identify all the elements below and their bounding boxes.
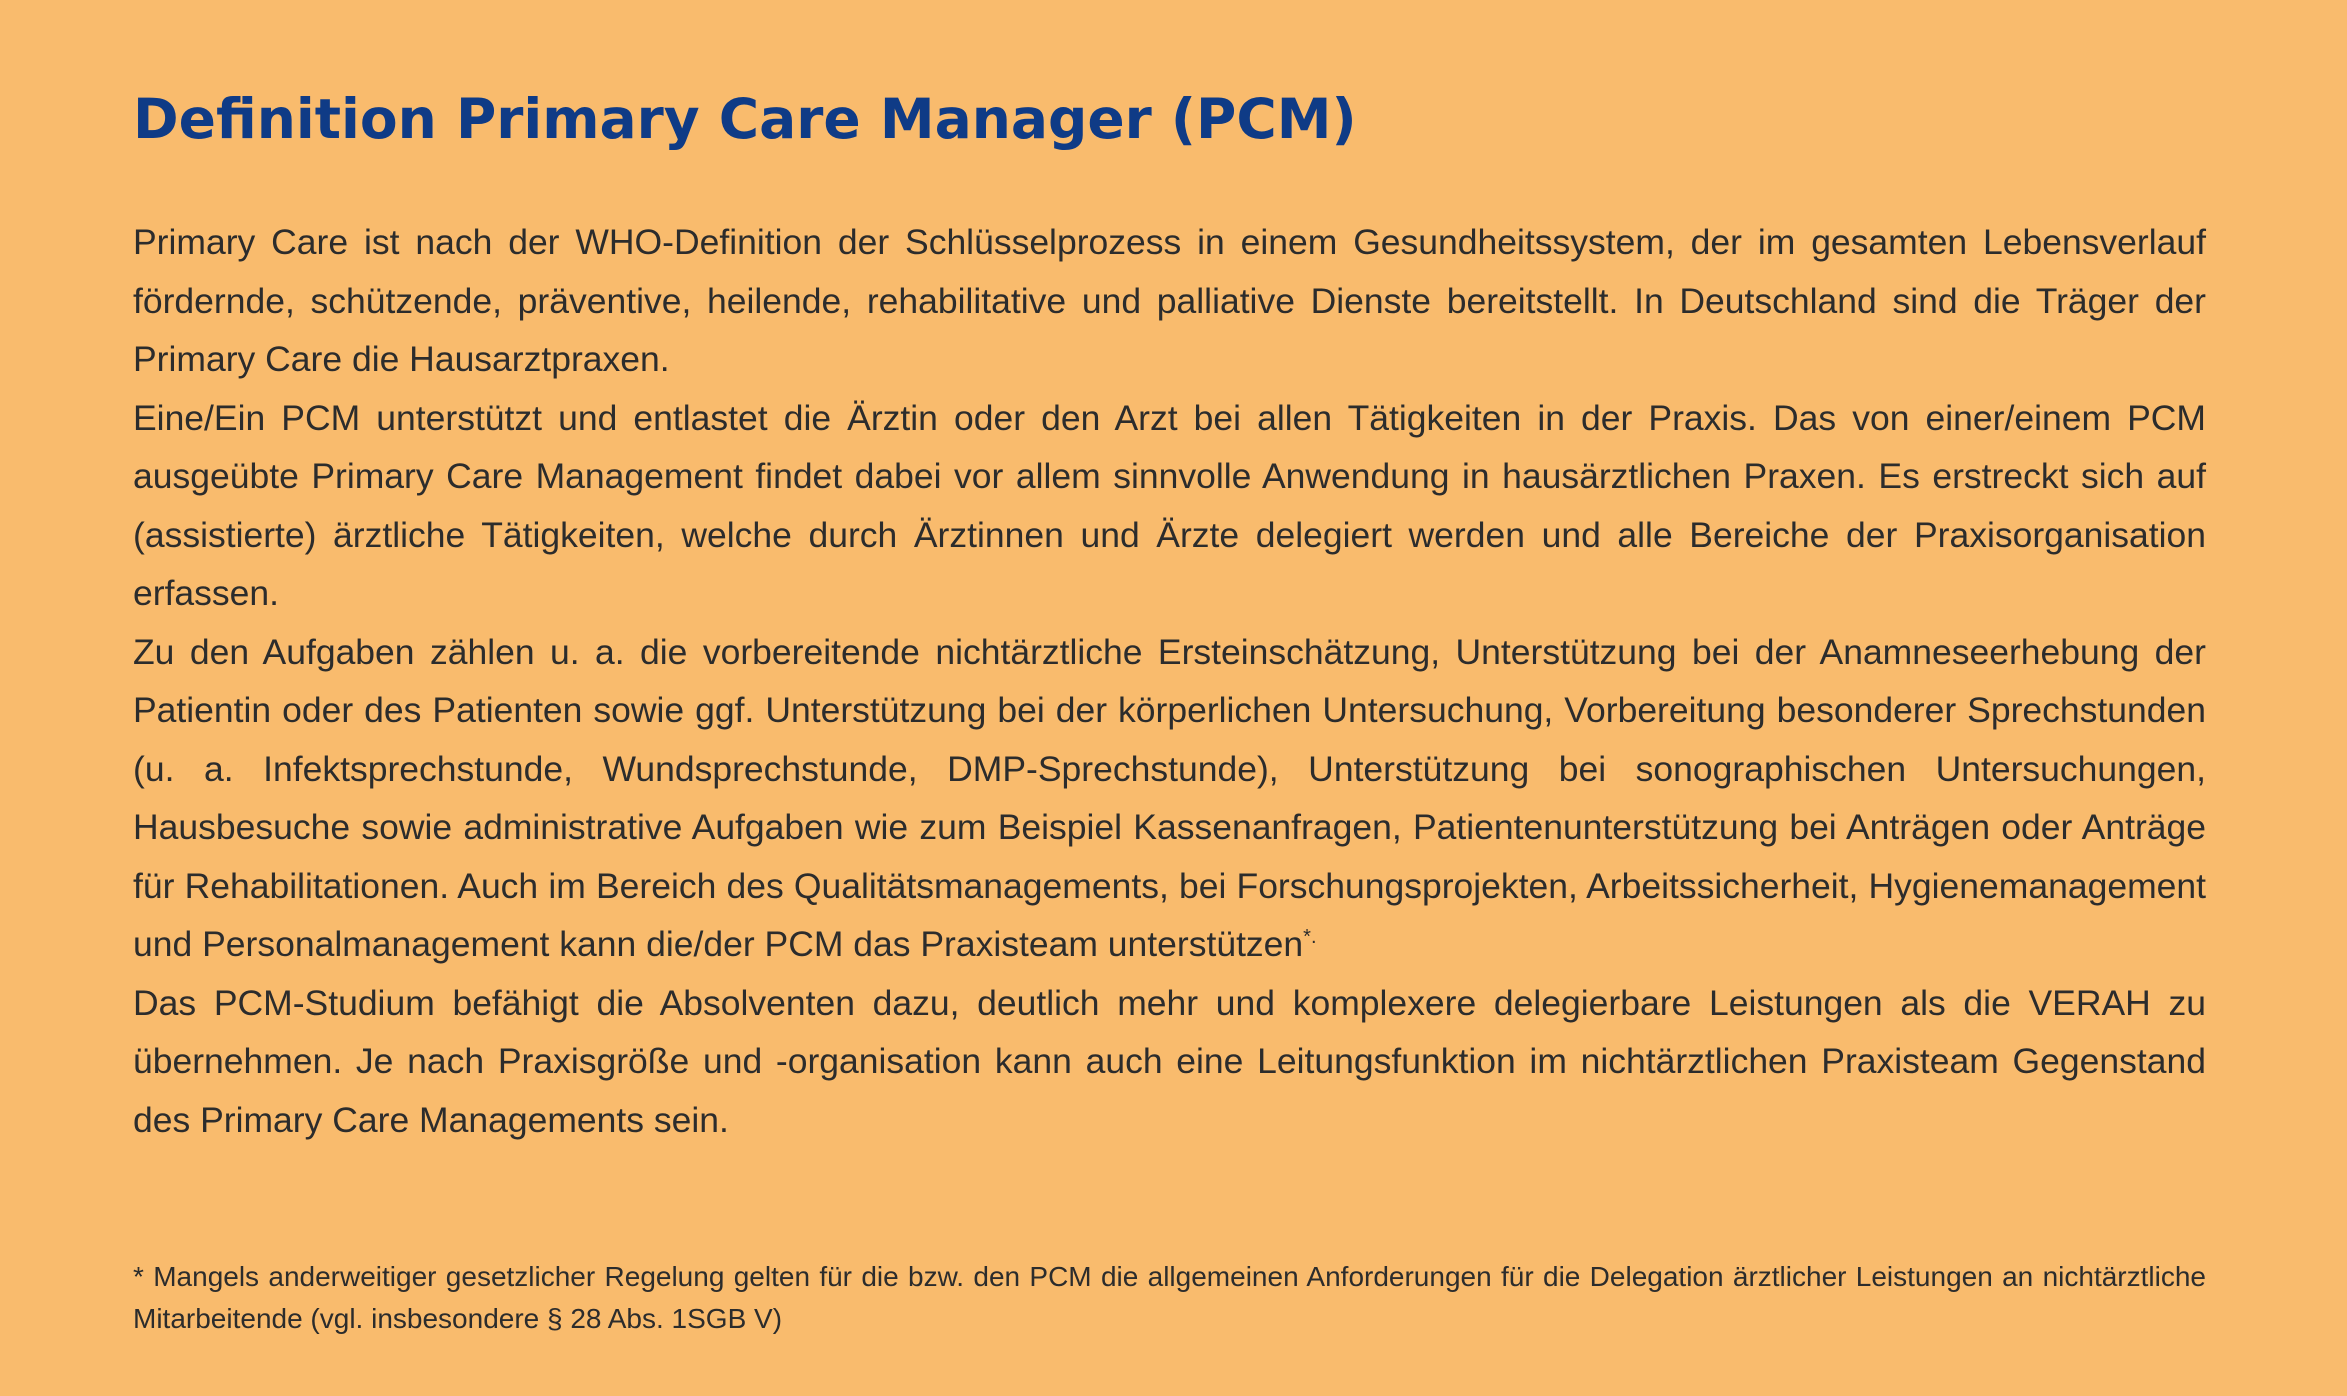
page-title: Definition Primary Care Manager (PCM) <box>133 87 1357 151</box>
paragraph-who-definition: Primary Care ist nach der WHO-Definition der Schlüsselprozess in einem Gesundheitssystem, der im gesamten Lebensverlauf fördernde, schützende, präventive, heilende, rehabilitative und palliative Dienste bereitstellt. In Deutschland sind die Träger der Primary Care die Hausarztpraxen. <box>133 222 2206 379</box>
paragraph-pcm-role: Eine/Ein PCM unterstützt und entlastet die Ärztin oder den Arzt bei allen Tätigkeiten in der Praxis. Das von einer/einem PCM ausgeübte Primary Care Management findet dabei vor allem sinnvolle Anwendung in hausärztlichen Praxen. Es erstreckt sich auf (assistierte) ärztliche Tätigkeiten, welche durch Ärztinnen und Ärzte delegiert werden und alle Bereiche der Praxisorganisation erfassen. <box>133 397 2206 613</box>
body-text <box>133 213 2206 1149</box>
main-content <box>133 82 2206 1149</box>
footnote-marker: *. <box>1303 926 1317 949</box>
paragraph-pcm-tasks <box>133 623 2206 974</box>
paragraph-pcm-study: Das PCM-Studium befähigt die Absolventen dazu, deutlich mehr und komplexere delegierbare Leistungen als die VERAH zu übernehmen. Je nach Praxisgröße und -organisation kann auch eine Leitungsfunktion im nichtärztlichen Praxisteam Gegenstand des Primary Care Managements sein. <box>133 982 2206 1140</box>
footnote: * Mangels anderweitiger gesetzlicher Regelung gelten für die bzw. den PCM die allgemeinen Anforderungen für die Delegation ärztlicher Leistungen an nichtärztliche Mitarbeitende (vgl. insbesondere § 28 Abs. 1SGB V) <box>133 1261 2206 1334</box>
paragraph-pcm-tasks-text: Zu den Aufgaben zählen u. a. die vorbereitende nichtärztliche Ersteinschätzung, Unterstützung bei der Anamneseerhebung der Patientin oder des Patienten sowie ggf. Unterstützung bei der körperlichen Untersuchung, Vorbereitung besonderer Sprechstunden (u. a. Infektsprechstunde, Wundsprechstunde, DMP-Sprechstunde), Unterstützung bei sonographischen Untersuchungen, Hausbesuche sowie administrative Aufgaben wie zum Beispiel Kassenanfragen, Patientenunterstützung bei Anträgen oder Anträge für Rehabilitationen. Auch im Bereich des Qualitätsmanagements, bei Forschungsprojekten, Arbeitssicherheit, Hygienemanagement und Personalmanagement kann die/der PCM das Praxisteam unterstützen <box>133 631 2206 964</box>
